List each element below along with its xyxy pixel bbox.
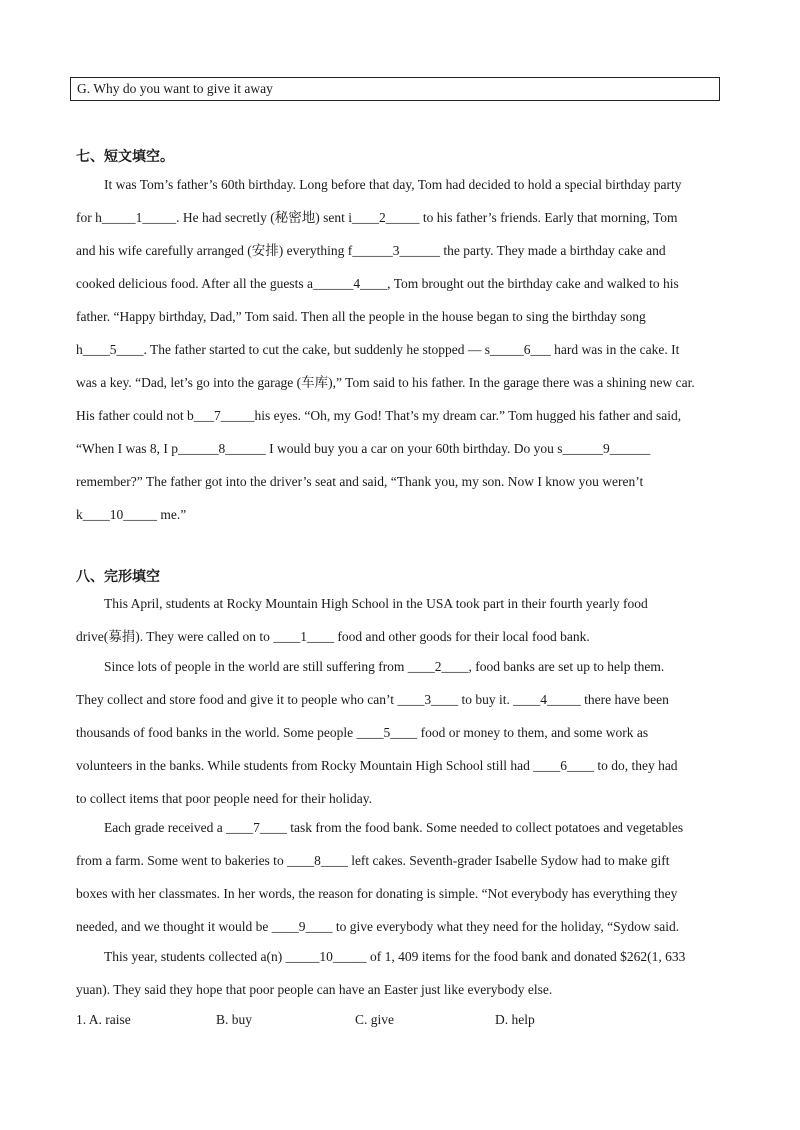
section-7-heading: 七、短文填空。 bbox=[76, 149, 174, 165]
s8-line-6: volunteers in the banks. While students from Rocky Mountain High School still had ____6____ to do, they had bbox=[76, 758, 678, 773]
s8-line-3: Since lots of people in the world are still suffering from ____2____, food banks are set up to help them. bbox=[104, 659, 665, 674]
s7-line-10: remember?” The father got into the driver’s seat and said, “Thank you, my son. Now I know you weren’t bbox=[76, 474, 644, 489]
s8-line-4: They collect and store food and give it to people who can’t ____3____ to buy it. ____4_____ there have been bbox=[76, 692, 669, 707]
q1-option-c: C. give bbox=[355, 1012, 394, 1027]
q1-option-a: 1. A. raise bbox=[76, 1012, 131, 1027]
s7-line-4: cooked delicious food. After all the guests a______4____, Tom brought out the birthday cake and walked to his bbox=[76, 276, 679, 291]
s7-line-2: for h_____1_____. He had secretly (秘密地) sent i____2_____ to his father’s friends. Early that morning, Tom bbox=[76, 210, 678, 225]
s7-line-3: and his wife carefully arranged (安排) everything f______3______ the party. They made a birthday cake and bbox=[76, 243, 666, 258]
s7-line-5: father. “Happy birthday, Dad,” Tom said. Then all the people in the house began to sing the birthday song bbox=[76, 309, 646, 324]
q1-option-b: B. buy bbox=[216, 1012, 253, 1027]
s8-line-5: thousands of food banks in the world. Some people ____5____ food or money to them, and some work as bbox=[76, 725, 649, 740]
section-8-heading: 八、完形填空 bbox=[76, 569, 160, 585]
s8-line-8: Each grade received a ____7____ task from the food bank. Some needed to collect potatoes and vegetables bbox=[104, 820, 684, 835]
s8-line-1: This April, students at Rocky Mountain High School in the USA took part in their fourth yearly food bbox=[104, 596, 648, 611]
s8-line-12: This year, students collected a(n) _____10_____ of 1, 409 items for the food bank and donated $262(1, 633 bbox=[104, 949, 686, 964]
s7-line-9: “When I was 8, I p______8______ I would buy you a car on your 60th birthday. Do you s______9______ bbox=[76, 441, 651, 456]
s7-line-8: His father could not b___7_____his eyes. “Oh, my God! That’s my dream car.” Tom hugged his father and said, bbox=[76, 408, 682, 423]
s7-line-7: was a key. “Dad, let’s go into the garage (车库),” Tom said to his father. In the garage there was a shining new car. bbox=[76, 375, 695, 390]
s8-line-13: yuan). They said they hope that poor people can have an Easter just like everybody else. bbox=[76, 982, 553, 997]
s7-line-11: k____10_____ me.” bbox=[76, 507, 187, 522]
option-g-box: G. Why do you want to give it away bbox=[70, 77, 720, 101]
s8-line-10: boxes with her classmates. In her words, the reason for donating is simple. “Not everybody has everything they bbox=[76, 886, 678, 901]
s7-line-1: It was Tom’s father’s 60th birthday. Long before that day, Tom had decided to hold a special birthday party bbox=[104, 177, 682, 192]
s7-line-6: h____5____. The father started to cut the cake, but suddenly he stopped — s_____6___ hard was in the cake. It bbox=[76, 342, 680, 357]
s8-line-7: to collect items that poor people need for their holiday. bbox=[76, 791, 373, 806]
q1-option-d: D. help bbox=[495, 1012, 535, 1027]
s8-line-9: from a farm. Some went to bakeries to ____8____ left cakes. Seventh-grader Isabelle Sydow had to make gift bbox=[76, 853, 670, 868]
s8-line-2: drive(募捐). They were called on to ____1____ food and other goods for their local food bank. bbox=[76, 629, 590, 644]
s8-line-11: needed, and we thought it would be ____9____ to give everybody what they need for the holiday, “Sydow said. bbox=[76, 919, 680, 934]
